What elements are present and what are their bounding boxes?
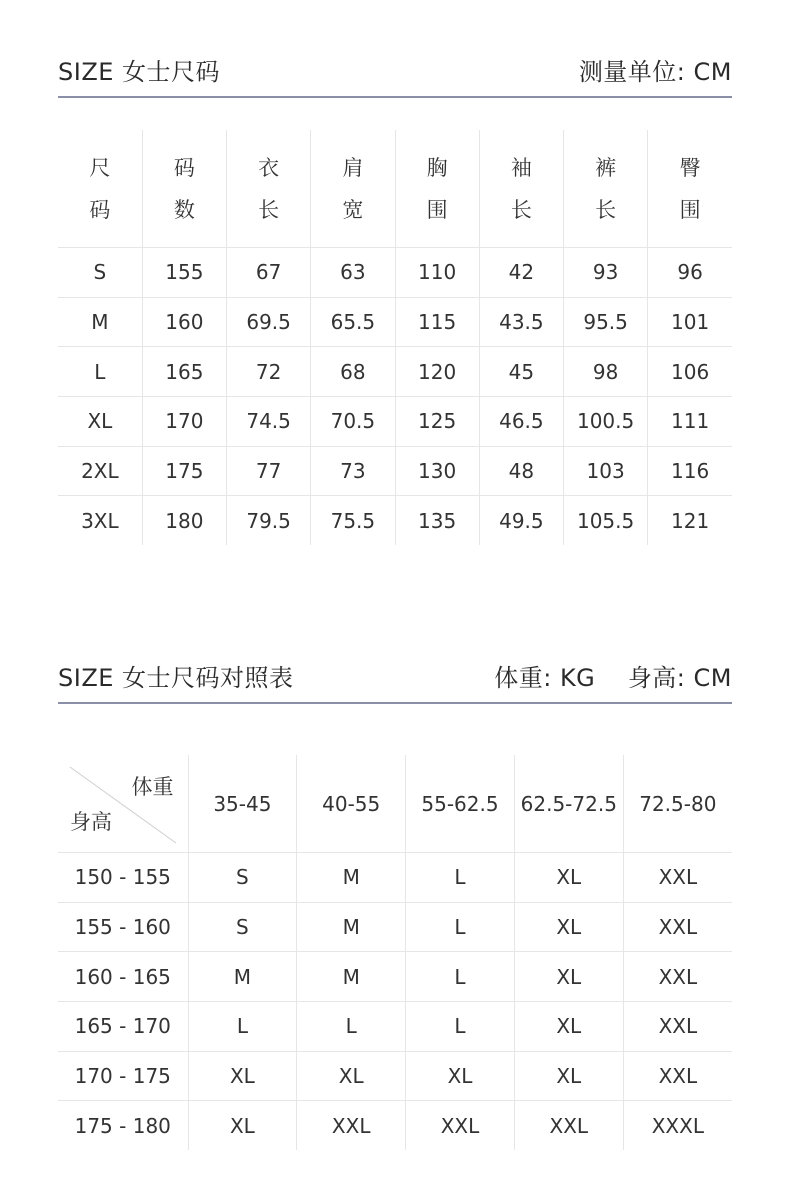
column-header-char: 码: [89, 197, 111, 222]
table-row: [58, 952, 732, 1002]
measurement-cell: 72: [227, 347, 311, 397]
measurement-cell: 116: [648, 446, 732, 496]
measurement-cell: 93: [564, 248, 648, 298]
conversion-chart-header: [58, 658, 732, 693]
measurement-cell: 45: [479, 347, 563, 397]
recommended-size-cell: XL: [514, 902, 623, 952]
table-row: [58, 1002, 732, 1052]
size-table-header-row: [58, 130, 732, 248]
measurement-cell: 170: [142, 397, 226, 447]
table-row: [58, 1051, 732, 1101]
measurement-cell: 69.5: [227, 297, 311, 347]
column-header-char: 长: [595, 197, 617, 222]
column-header-char: 长: [510, 197, 532, 222]
column-header-char: 码: [173, 155, 195, 180]
recommended-size-cell: XXXL: [623, 1101, 732, 1150]
size-table-column-header: [227, 130, 311, 248]
size-chart-title: SIZE 女士尺码: [58, 58, 221, 86]
header-divider: [58, 96, 732, 98]
measurement-cell: 175: [142, 446, 226, 496]
column-header-char: 衣: [258, 155, 280, 180]
table-row: [58, 853, 732, 903]
measurement-cell: 180: [142, 496, 226, 545]
measurement-cell: 68: [311, 347, 395, 397]
recommended-size-cell: XL: [188, 1101, 297, 1150]
corner-header-cell: [58, 755, 188, 853]
measurement-cell: 160: [142, 297, 226, 347]
weight-range-header: 62.5-72.5: [514, 755, 623, 853]
column-header-char: 数: [173, 197, 195, 222]
recommended-size-cell: XL: [514, 1051, 623, 1101]
size-label-cell: 2XL: [58, 446, 142, 496]
weight-range-header: 72.5-80: [623, 755, 732, 853]
conversion-units: [494, 658, 732, 693]
height-range-cell: 155 - 160: [58, 902, 188, 952]
size-table-column-header: [311, 130, 395, 248]
size-table-column-header: [58, 130, 142, 248]
recommended-size-cell: S: [188, 902, 297, 952]
measurement-cell: 103: [564, 446, 648, 496]
table-row: [58, 902, 732, 952]
weight-range-header: 40-55: [297, 755, 406, 853]
height-range-cell: 150 - 155: [58, 853, 188, 903]
table-row: [58, 1101, 732, 1150]
recommended-size-cell: XL: [514, 1002, 623, 1052]
measurement-cell: 79.5: [227, 496, 311, 545]
size-table-column-header: [142, 130, 226, 248]
recommended-size-cell: L: [188, 1002, 297, 1052]
measurement-cell: 70.5: [311, 397, 395, 447]
measurement-cell: 120: [395, 347, 479, 397]
column-header-char: 胸: [426, 155, 448, 180]
recommended-size-cell: XXL: [514, 1101, 623, 1150]
column-header-char: 袖: [510, 155, 532, 180]
column-header-char: 宽: [342, 197, 364, 222]
measurement-cell: 48: [479, 446, 563, 496]
height-range-cell: 165 - 170: [58, 1002, 188, 1052]
conversion-chart-title: SIZE 女士尺码对照表: [58, 664, 294, 692]
column-header-char: 尺: [89, 155, 111, 180]
size-chart-header: [58, 52, 732, 87]
recommended-size-cell: XXL: [297, 1101, 406, 1150]
height-range-cell: 175 - 180: [58, 1101, 188, 1150]
height-unit-label: 身高: CM: [627, 664, 732, 692]
size-table: [58, 130, 732, 545]
size-table-column-header: [395, 130, 479, 248]
conversion-table-header-row: [58, 755, 732, 853]
measurement-cell: 98: [564, 347, 648, 397]
table-row: [58, 347, 732, 397]
measurement-cell: 73: [311, 446, 395, 496]
column-header-char: 围: [679, 197, 701, 222]
measurement-cell: 46.5: [479, 397, 563, 447]
measurement-cell: 43.5: [479, 297, 563, 347]
recommended-size-cell: XXL: [623, 1002, 732, 1052]
recommended-size-cell: XXL: [623, 952, 732, 1002]
height-range-cell: 160 - 165: [58, 952, 188, 1002]
measurement-cell: 101: [648, 297, 732, 347]
size-table-column-header: [564, 130, 648, 248]
recommended-size-cell: L: [406, 902, 515, 952]
weight-range-header: 55-62.5: [406, 755, 515, 853]
recommended-size-cell: XXL: [406, 1101, 515, 1150]
measurement-cell: 74.5: [227, 397, 311, 447]
recommended-size-cell: M: [297, 952, 406, 1002]
recommended-size-cell: XXL: [623, 1051, 732, 1101]
measurement-cell: 110: [395, 248, 479, 298]
recommended-size-cell: S: [188, 853, 297, 903]
corner-weight-label: 体重: [131, 775, 174, 799]
measurement-cell: 135: [395, 496, 479, 545]
measurement-cell: 95.5: [564, 297, 648, 347]
column-header-char: 围: [426, 197, 448, 222]
recommended-size-cell: XL: [406, 1051, 515, 1101]
measurement-cell: 165: [142, 347, 226, 397]
measurement-cell: 75.5: [311, 496, 395, 545]
recommended-size-cell: L: [297, 1002, 406, 1052]
measurement-cell: 121: [648, 496, 732, 545]
measurement-cell: 106: [648, 347, 732, 397]
recommended-size-cell: L: [406, 1002, 515, 1052]
recommended-size-cell: XXL: [623, 853, 732, 903]
table-row: [58, 446, 732, 496]
measurement-cell: 155: [142, 248, 226, 298]
measurement-cell: 125: [395, 397, 479, 447]
size-label-cell: M: [58, 297, 142, 347]
measurement-cell: 105.5: [564, 496, 648, 545]
measurement-cell: 42: [479, 248, 563, 298]
size-label-cell: XL: [58, 397, 142, 447]
recommended-size-cell: XL: [514, 952, 623, 1002]
table-row: [58, 248, 732, 298]
measurement-cell: 49.5: [479, 496, 563, 545]
measurement-cell: 96: [648, 248, 732, 298]
column-header-char: 裤: [595, 155, 617, 180]
height-range-cell: 170 - 175: [58, 1051, 188, 1101]
table-row: [58, 496, 732, 545]
measurement-cell: 100.5: [564, 397, 648, 447]
recommended-size-cell: XL: [514, 853, 623, 903]
measurement-cell: 115: [395, 297, 479, 347]
size-label-cell: L: [58, 347, 142, 397]
column-header-char: 臀: [679, 155, 701, 180]
measurement-cell: 111: [648, 397, 732, 447]
size-table-column-header: [479, 130, 563, 248]
measurement-cell: 77: [227, 446, 311, 496]
corner-height-label: 身高: [70, 810, 112, 834]
column-header-char: 长: [258, 197, 280, 222]
measure-unit-label: 测量单位: CM: [578, 58, 732, 86]
weight-range-header: 35-45: [188, 755, 297, 853]
size-table-column-header: [648, 130, 732, 248]
size-label-cell: 3XL: [58, 496, 142, 545]
recommended-size-cell: M: [297, 853, 406, 903]
diagonal-divider: [58, 755, 188, 852]
conversion-table: [58, 755, 732, 1150]
recommended-size-cell: XL: [188, 1051, 297, 1101]
table-row: [58, 397, 732, 447]
weight-unit-label: 体重: KG: [494, 664, 596, 692]
header-divider: [58, 702, 732, 704]
recommended-size-cell: M: [188, 952, 297, 1002]
measurement-cell: 130: [395, 446, 479, 496]
column-header-char: 肩: [342, 155, 364, 180]
measurement-cell: 65.5: [311, 297, 395, 347]
measurement-cell: 63: [311, 248, 395, 298]
recommended-size-cell: L: [406, 853, 515, 903]
recommended-size-cell: L: [406, 952, 515, 1002]
recommended-size-cell: XXL: [623, 902, 732, 952]
recommended-size-cell: XL: [297, 1051, 406, 1101]
size-label-cell: S: [58, 248, 142, 298]
table-row: [58, 297, 732, 347]
measurement-cell: 67: [227, 248, 311, 298]
recommended-size-cell: M: [297, 902, 406, 952]
